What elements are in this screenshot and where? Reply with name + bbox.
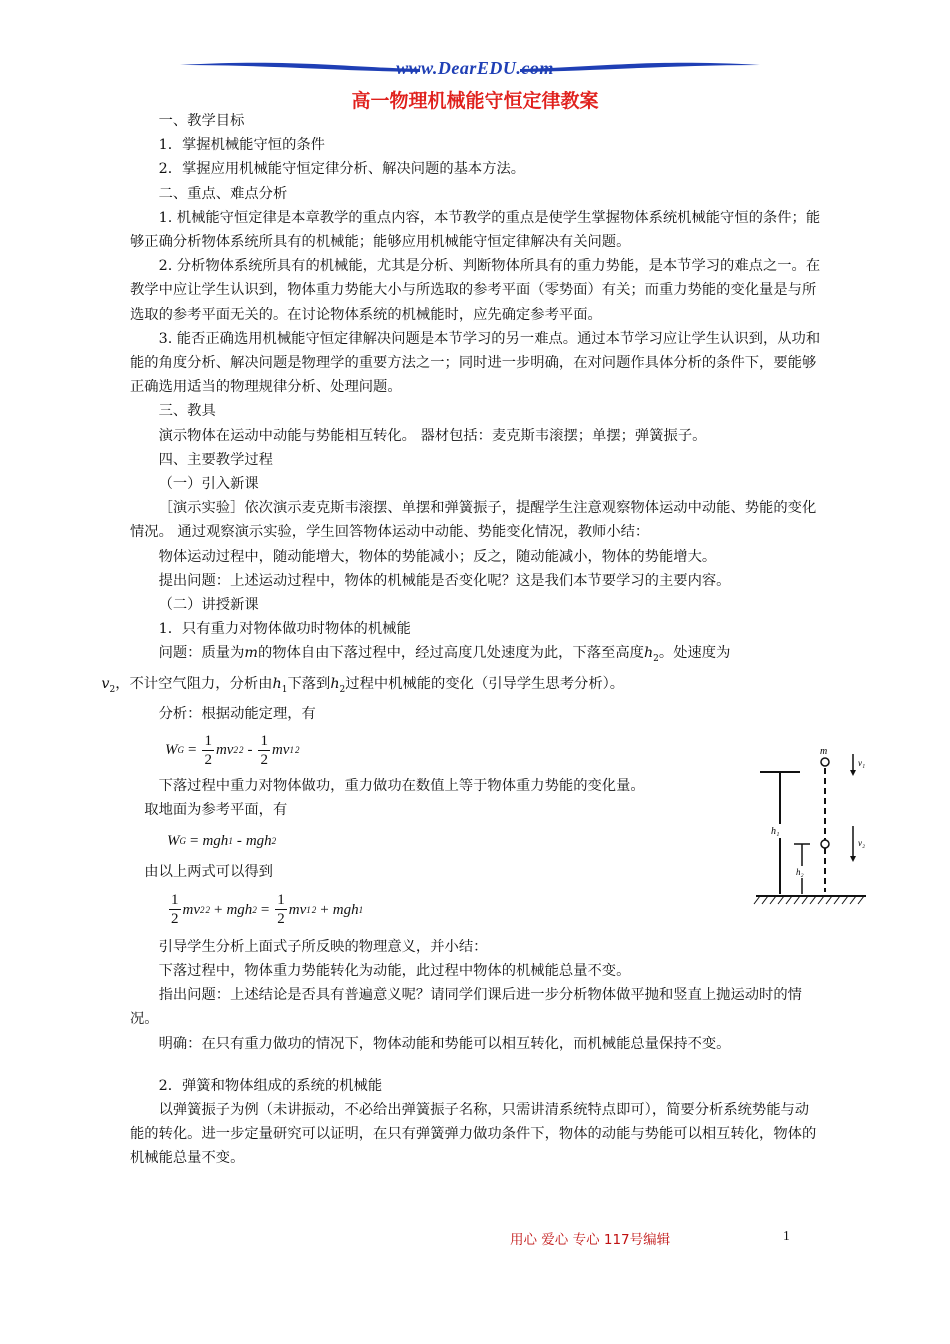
paragraph: 1. 机械能守恒定律是本章教学的重点内容，本节教学的重点是使学生掌握物体系统机械能守恒的条件；能够正确分析物体系统所具有的机械能；能够应用机械能守恒定律解决有关问题。 [130,209,821,251]
v2-label: v₂ [858,838,866,848]
document-title: 高一物理机械能守恒定律教案 [351,90,599,112]
paragraph: 由以上两式可以得到 [144,864,273,881]
paragraph: 一、教学目标 [158,113,245,129]
formula-work-kinetic: W G = $\frac{1}{2}$ mv 2 2 - $\frac{1}{2}$ mv 1 2 [165,732,300,768]
paragraph: 三、教具 [158,403,216,420]
formula-energy-conservation: $\frac{1}{2}$ mv 2 2 + mgh 2 = $\frac{1}{2}$ mv 1 2 + mgh 1 [171,892,364,928]
page-number: 1 [783,1228,790,1243]
paragraph: 演示物体在运动中动能与势能相互转化。 器材包括：麦克斯韦滚摆；单摆；弹簧振子。 [158,427,707,444]
paragraph: 物体运动过程中，随动能增大，物体的势能减小；反之，随动能减小，物体的势能增大。 [158,548,717,565]
paragraph: 引导学生分析上面式子所反映的物理意义，并小结： [158,938,488,955]
paragraph: 以弹簧振子为例（未讲振动，不必给出弹簧振子名称，只需讲清系统特点即可），简要分析系统势能与动能的转化。进一步定量研究可以证明，在只有弹簧弹力做功条件下，物体的动能与势能可以相互转化，物体的机械能总量不变。 [130,1101,817,1167]
paragraph: 明确：在只有重力做功的情况下，物体动能和势能可以相互转化，而机械能总量保持不变。 [158,1035,731,1052]
paragraph: 四、主要教学过程 [158,451,273,468]
question-paragraph: 问题：质量为m的物体自由下落过程中，经过高度几处速度为此，下落至高度$h_2$。处速度为 $v_2$，不计空气阻力，分析由$h_1$下落到$h_2$过程中机械能的变化（引导学生思考分析）。 [101,645,731,695]
document-body [101,109,822,1171]
formula-work-potential: W G = mgh 1 - mgh 2 [167,833,277,850]
paragraph: ［演示实验］依次演示麦克斯韦滚摆、单摆和弹簧振子，提醒学生注意观察物体运动中动能、势能的变化情况。 通过观察演示实验，学生回答物体运动中动能、势能变化情况，教师小结： [130,500,817,541]
paragraph: （一）引入新课 [158,476,259,493]
paragraph: 2. 分析物体系统所具有的机械能，尤其是分析、判断物体所具有的重力势能，是本节学习的难点之一。在教学中应让学生认识到，物体重力势能大小与所选取的参考平面（零势面）有关；而重力势能的变化量是与所选取的参考平面无关的。在讨论物体系统的机械能时，应先确定参考平面。 [130,258,821,323]
paragraph: 1．掌握机械能守恒的条件 [158,137,325,154]
site-header-url[interactable]: www.DearEDU.com [396,58,554,78]
paragraph: 1．只有重力对物体做功时物体的机械能 [158,621,411,638]
h1-label: h₁ [771,826,780,837]
footer-note: 用心 爱心 专心 117号编辑 [510,1232,671,1248]
paragraph: 指出问题：上述结论是否具有普遍意义呢？请同学们课后进一步分析物体做平抛和竖直上抛运动时的情况。 [130,987,802,1028]
mass-label: m [820,748,828,757]
paragraph: 分析：根据动能定理，有 [158,705,316,722]
paragraph: 取地面为参考平面，有 [144,802,288,819]
paragraph: 3. 能否正确选用机械能守恒定律解决问题是本节学习的另一难点。通过本节学习应让学生认识到，从功和能的角度分析、解决问题是物理学的重要方法之一；同时进一步明确，在对问题作具体分析的条件下，要能够正确选用适当的物理规律分析、处理问题。 [130,330,821,396]
paragraph: 提出问题：上述运动过程中，物体的机械能是否变化呢？这是我们本节要学习的主要内容。 [158,572,731,589]
paragraph: 二、重点、难点分析 [158,185,288,202]
paragraph: 下落过程中，物体重力势能转化为动能，此过程中物体的机械能总量不变。 [158,962,631,979]
free-fall-diagram [752,748,872,918]
h2-label: h₂ [796,867,804,877]
paragraph: 2．弹簧和物体组成的系统的机械能 [158,1077,383,1094]
paragraph: 2．掌握应用机械能守恒定律分析、解决问题的基本方法。 [158,161,526,178]
paragraph: 下落过程中重力对物体做功，重力做功在数值上等于物体重力势能的变化量。 [158,778,645,795]
v1-label: v₁ [858,758,866,768]
paragraph: （二）讲授新课 [158,597,259,614]
